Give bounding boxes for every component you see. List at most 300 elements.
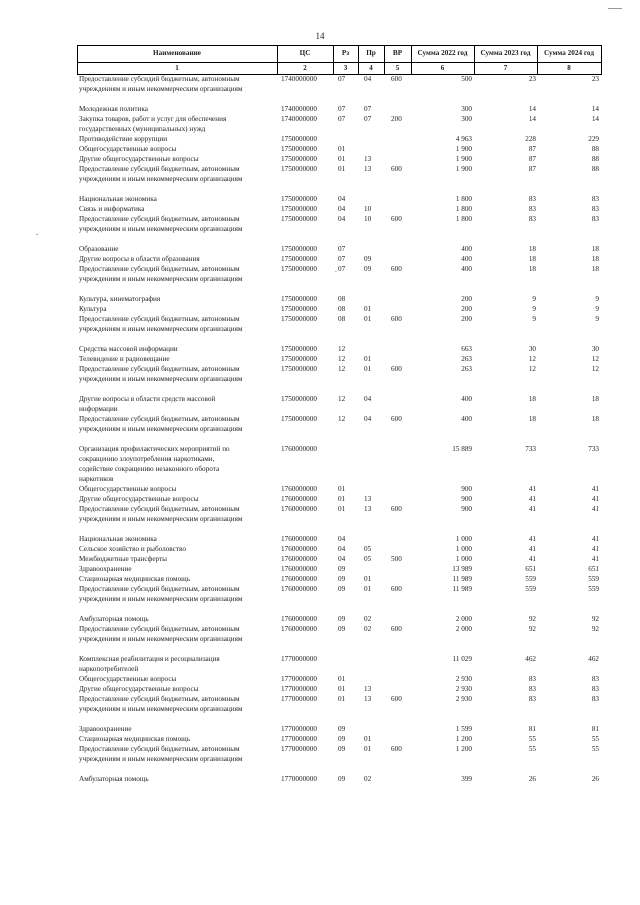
row-sum-2022: 400 (461, 245, 472, 253)
row-rz: 07 (338, 255, 346, 263)
header-vr: ВР (392, 49, 403, 57)
row-cs: 1770000000 (281, 725, 317, 733)
row-name: Здравоохранение (79, 725, 132, 733)
table-row (77, 405, 602, 415)
table-row (77, 375, 602, 385)
row-sum-2024: 92 (591, 615, 599, 623)
row-pr: 13 (364, 695, 372, 703)
stray-mark: - (36, 230, 39, 238)
row-rz: 01 (338, 685, 346, 693)
table-row (77, 215, 602, 225)
table-row (77, 605, 602, 615)
row-sum-2024: 88 (591, 155, 599, 163)
row-name: Закупка товаров, работ и услуг для обеспечения (79, 115, 227, 123)
row-vr: 600 (391, 365, 402, 373)
row-sum-2024: 462 (588, 655, 599, 663)
row-sum-2022: 400 (461, 395, 472, 403)
row-cs: 1750000000 (281, 395, 317, 403)
row-rz: 12 (338, 365, 346, 373)
header-cs: ЦС (299, 49, 311, 57)
row-cs: 1760000000 (281, 575, 317, 583)
table-row (77, 575, 602, 585)
row-pr: 07 (364, 105, 372, 113)
row-cs: 1770000000 (281, 735, 317, 743)
row-sum-2024: 41 (591, 545, 599, 553)
row-sum-2023: 87 (528, 165, 536, 173)
table-row (77, 675, 602, 685)
stray-mark: . (335, 266, 337, 274)
row-sum-2022: 2 000 (455, 625, 472, 633)
table-row (77, 385, 602, 395)
row-name: учреждениям и иным некоммерческим организациям (79, 705, 243, 713)
header-sum-2022: Сумма 2022 год (417, 49, 468, 57)
table-row (77, 625, 602, 635)
row-cs: 1750000000 (281, 345, 317, 353)
row-sum-2022: 263 (461, 355, 472, 363)
table-row (77, 495, 602, 505)
row-sum-2022: 13 989 (452, 565, 472, 573)
row-sum-2022: 1 900 (455, 155, 472, 163)
row-sum-2023: 14 (528, 105, 536, 113)
row-rz: 09 (338, 615, 346, 623)
row-sum-2024: 81 (591, 725, 599, 733)
row-name: наркотиков (79, 475, 114, 483)
row-sum-2024: 18 (591, 245, 599, 253)
row-vr: 600 (391, 625, 402, 633)
row-vr: 600 (391, 165, 402, 173)
row-sum-2024: 83 (591, 205, 599, 213)
row-rz: 09 (338, 735, 346, 743)
row-sum-2024: 92 (591, 625, 599, 633)
row-rz: 01 (338, 165, 346, 173)
row-pr: 01 (364, 365, 372, 373)
row-sum-2024: 83 (591, 675, 599, 683)
row-sum-2023: 83 (528, 215, 536, 223)
row-name: учреждениям и иным некоммерческим организациям (79, 325, 243, 333)
row-pr: 13 (364, 685, 372, 693)
row-rz: 08 (338, 305, 346, 313)
row-cs: 1750000000 (281, 195, 317, 203)
row-sum-2022: 263 (461, 365, 472, 373)
row-vr: 600 (391, 695, 402, 703)
table-row (77, 205, 602, 215)
row-name: Здравоохранение (79, 565, 132, 573)
row-sum-2022: 900 (461, 495, 472, 503)
row-pr: 02 (364, 625, 372, 633)
row-sum-2022: 900 (461, 485, 472, 493)
row-rz: 01 (338, 675, 346, 683)
row-vr: 500 (391, 555, 402, 563)
table-row (77, 665, 602, 675)
table-row (77, 295, 602, 305)
row-pr: 01 (364, 585, 372, 593)
row-vr: 600 (391, 215, 402, 223)
table-row (77, 565, 602, 575)
row-name: учреждениям и иным некоммерческим организациям (79, 225, 243, 233)
table-row (77, 155, 602, 165)
row-sum-2023: 41 (528, 555, 536, 563)
row-sum-2022: 1 200 (455, 735, 472, 743)
row-name: Предоставление субсидий бюджетным, автономным (79, 365, 240, 373)
row-sum-2022: 200 (461, 295, 472, 303)
row-rz: 09 (338, 575, 346, 583)
row-name: Предоставление субсидий бюджетным, автономным (79, 585, 240, 593)
row-sum-2022: 2 930 (455, 695, 472, 703)
row-cs: 1760000000 (281, 545, 317, 553)
row-sum-2022: 1 599 (455, 725, 472, 733)
row-cs: 1760000000 (281, 565, 317, 573)
row-sum-2023: 733 (525, 445, 536, 453)
row-name: Национальная экономика (79, 535, 157, 543)
table-row (77, 425, 602, 435)
row-rz: 04 (338, 195, 346, 203)
row-vr: 600 (391, 315, 402, 323)
row-sum-2024: 733 (588, 445, 599, 453)
row-sum-2022: 2 000 (455, 615, 472, 623)
column-number: 1 (175, 64, 179, 72)
row-name: Предоставление субсидий бюджетным, автономным (79, 625, 240, 633)
row-name: учреждениям и иным некоммерческим организациям (79, 425, 243, 433)
row-name: Стационарная медицинская помощь (79, 575, 190, 583)
row-sum-2023: 83 (528, 685, 536, 693)
row-cs: 1750000000 (281, 355, 317, 363)
row-sum-2024: 41 (591, 485, 599, 493)
table-row (77, 725, 602, 735)
table-row (77, 515, 602, 525)
row-name: Средства массовой информации (79, 345, 178, 353)
table-row (77, 175, 602, 185)
row-sum-2023: 9 (532, 295, 536, 303)
table-row (77, 765, 602, 775)
row-rz: 01 (338, 155, 346, 163)
header-rz: Рз (341, 49, 350, 57)
table-row (77, 345, 602, 355)
table-row (77, 185, 602, 195)
row-rz: 07 (338, 265, 346, 273)
row-sum-2022: 1 900 (455, 145, 472, 153)
row-sum-2023: 55 (528, 735, 536, 743)
row-vr: 600 (391, 585, 402, 593)
table-row (77, 735, 602, 745)
row-sum-2023: 87 (528, 145, 536, 153)
row-pr: 13 (364, 505, 372, 513)
row-pr: 13 (364, 155, 372, 163)
row-sum-2023: 12 (528, 365, 536, 373)
row-name: сокращению злоупотребления наркотиками, (79, 455, 215, 463)
row-name: учреждениям и иным некоммерческим организациям (79, 175, 243, 183)
table-row (77, 275, 602, 285)
column-number: 7 (503, 64, 508, 72)
row-name: учреждениям и иным некоммерческим организациям (79, 275, 243, 283)
row-sum-2023: 92 (528, 625, 536, 633)
row-cs: 1750000000 (281, 305, 317, 313)
row-sum-2022: 1 900 (455, 165, 472, 173)
row-sum-2023: 92 (528, 615, 536, 623)
row-cs: 1760000000 (281, 615, 317, 623)
row-sum-2022: 1 800 (455, 215, 472, 223)
row-sum-2023: 18 (528, 415, 536, 423)
row-cs: 1760000000 (281, 585, 317, 593)
row-name: Молодежная политика (79, 105, 148, 113)
table-row (77, 135, 602, 145)
row-vr: 200 (391, 115, 402, 123)
row-sum-2024: 9 (595, 305, 599, 313)
table-row (77, 235, 602, 245)
table-row (77, 365, 602, 375)
row-sum-2023: 83 (528, 675, 536, 683)
row-name: Другие общегосударственные вопросы (79, 495, 199, 503)
row-cs: 1750000000 (281, 165, 317, 173)
row-sum-2023: 462 (525, 655, 536, 663)
row-rz: 12 (338, 345, 346, 353)
row-pr: 01 (364, 355, 372, 363)
row-vr: 600 (391, 415, 402, 423)
corner-mark (608, 8, 622, 9)
row-sum-2024: 23 (591, 75, 599, 83)
row-rz: 01 (338, 695, 346, 703)
row-cs: 1750000000 (281, 135, 317, 143)
row-sum-2024: 14 (591, 115, 599, 123)
row-pr: 04 (364, 395, 372, 403)
row-sum-2023: 559 (525, 585, 536, 593)
row-sum-2023: 41 (528, 495, 536, 503)
row-name: Межбюджетные трансферты (79, 555, 167, 563)
row-sum-2024: 18 (591, 265, 599, 273)
header-pr: Пр (366, 49, 376, 57)
row-sum-2022: 400 (461, 415, 472, 423)
row-sum-2023: 41 (528, 485, 536, 493)
row-sum-2023: 41 (528, 535, 536, 543)
table-row (77, 415, 602, 425)
table-row (77, 545, 602, 555)
row-rz: 12 (338, 355, 346, 363)
row-rz: 09 (338, 565, 346, 573)
row-sum-2022: 200 (461, 315, 472, 323)
row-pr: 04 (364, 75, 372, 83)
row-name: Предоставление субсидий бюджетным, автономным (79, 315, 240, 323)
row-cs: 1770000000 (281, 675, 317, 683)
row-name: Амбулаторная помощь (79, 615, 149, 623)
row-sum-2022: 11 989 (452, 575, 472, 583)
page-number: 14 (315, 31, 325, 41)
table-row (77, 595, 602, 605)
row-sum-2022: 400 (461, 265, 472, 273)
table-row (77, 85, 602, 95)
row-sum-2024: 229 (588, 135, 599, 143)
row-name: Другие общегосударственные вопросы (79, 155, 199, 163)
row-pr: 10 (364, 215, 372, 223)
row-name: Предоставление субсидий бюджетным, автономным (79, 265, 240, 273)
row-sum-2022: 2 930 (455, 685, 472, 693)
row-name: Предоставление субсидий бюджетным, автономным (79, 415, 240, 423)
row-name: Комплексная реабилитация и ресоциализация (79, 655, 220, 663)
row-cs: 1760000000 (281, 495, 317, 503)
row-sum-2023: 87 (528, 155, 536, 163)
row-sum-2024: 41 (591, 505, 599, 513)
row-vr: 600 (391, 745, 402, 753)
row-pr: 13 (364, 165, 372, 173)
row-sum-2024: 55 (591, 735, 599, 743)
table-row (77, 455, 602, 465)
row-vr: 600 (391, 75, 402, 83)
row-name: Образование (79, 245, 119, 253)
row-sum-2022: 1 000 (455, 535, 472, 543)
row-name: Другие общегосударственные вопросы (79, 685, 199, 693)
row-sum-2022: 11 029 (452, 655, 472, 663)
row-pr: 09 (364, 255, 372, 263)
row-rz: 01 (338, 505, 346, 513)
row-pr: 01 (364, 315, 372, 323)
row-rz: 09 (338, 745, 346, 753)
row-sum-2024: 18 (591, 395, 599, 403)
row-cs: 1770000000 (281, 745, 317, 753)
row-sum-2022: 2 930 (455, 675, 472, 683)
budget-table (77, 45, 602, 785)
column-number: 6 (440, 64, 445, 72)
row-sum-2024: 12 (591, 365, 599, 373)
row-rz: 07 (338, 75, 346, 83)
row-cs: 1750000000 (281, 245, 317, 253)
row-sum-2023: 55 (528, 745, 536, 753)
row-rz: 12 (338, 395, 346, 403)
row-sum-2024: 9 (595, 315, 599, 323)
row-sum-2022: 399 (461, 775, 472, 783)
table-row (77, 285, 602, 295)
row-sum-2024: 18 (591, 255, 599, 263)
row-sum-2023: 41 (528, 545, 536, 553)
row-cs: 1770000000 (281, 695, 317, 703)
row-rz: 09 (338, 625, 346, 633)
table-row (77, 335, 602, 345)
row-sum-2022: 1 800 (455, 205, 472, 213)
table-row (77, 705, 602, 715)
row-sum-2023: 228 (525, 135, 536, 143)
row-sum-2024: 26 (591, 775, 599, 783)
table-row (77, 555, 602, 565)
table-row (77, 695, 602, 705)
row-sum-2022: 1 200 (455, 745, 472, 753)
row-sum-2023: 83 (528, 695, 536, 703)
row-name: Предоставление субсидий бюджетным, автономным (79, 165, 240, 173)
row-rz: 09 (338, 585, 346, 593)
table-row (77, 125, 602, 135)
row-pr: 13 (364, 495, 372, 503)
table-row (77, 165, 602, 175)
row-rz: 09 (338, 725, 346, 733)
row-pr: 09 (364, 265, 372, 273)
row-name: Предоставление субсидий бюджетным, автономным (79, 505, 240, 513)
row-pr: 04 (364, 415, 372, 423)
row-cs: 1750000000 (281, 215, 317, 223)
row-sum-2023: 18 (528, 395, 536, 403)
table-body (77, 75, 602, 785)
table-row (77, 655, 602, 665)
row-sum-2022: 1 800 (455, 195, 472, 203)
table-row (77, 265, 602, 275)
row-sum-2024: 18 (591, 415, 599, 423)
row-sum-2022: 1 000 (455, 545, 472, 553)
row-cs: 1750000000 (281, 315, 317, 323)
row-name: Сельское хозяйство и рыболовство (79, 545, 186, 553)
row-name: Предоставление субсидий бюджетным, автономным (79, 75, 240, 83)
row-cs: 1750000000 (281, 205, 317, 213)
row-sum-2024: 88 (591, 145, 599, 153)
row-cs: 1750000000 (281, 145, 317, 153)
table-row (77, 525, 602, 535)
row-name: наркопотребителей (79, 665, 139, 673)
row-pr: 01 (364, 305, 372, 313)
row-sum-2022: 900 (461, 505, 472, 513)
row-sum-2022: 200 (461, 305, 472, 313)
table-row (77, 225, 602, 235)
row-pr: 10 (364, 205, 372, 213)
row-sum-2024: 30 (591, 345, 599, 353)
row-cs: 1760000000 (281, 445, 317, 453)
row-sum-2022: 300 (461, 115, 472, 123)
table-row (77, 745, 602, 755)
row-name: Культура (79, 305, 107, 313)
row-rz: 01 (338, 145, 346, 153)
row-sum-2023: 81 (528, 725, 536, 733)
row-sum-2024: 83 (591, 695, 599, 703)
row-name: Предоставление субсидий бюджетным, автономным (79, 215, 240, 223)
row-name: Общегосударственные вопросы (79, 485, 177, 493)
row-sum-2024: 55 (591, 745, 599, 753)
table-row (77, 115, 602, 125)
table-row (77, 305, 602, 315)
table-header (77, 45, 602, 63)
row-name: Общегосударственные вопросы (79, 145, 177, 153)
row-sum-2024: 14 (591, 105, 599, 113)
row-name: Другие вопросы в области средств массовой (79, 395, 216, 403)
row-sum-2024: 9 (595, 295, 599, 303)
row-sum-2023: 9 (532, 305, 536, 313)
row-sum-2022: 4 963 (455, 135, 472, 143)
row-sum-2023: 14 (528, 115, 536, 123)
row-sum-2023: 41 (528, 505, 536, 513)
table-row (77, 485, 602, 495)
row-name: Культура, кинематография (79, 295, 161, 303)
row-cs: 1750000000 (281, 365, 317, 373)
table-row (77, 255, 602, 265)
table-row (77, 475, 602, 485)
row-sum-2022: 500 (461, 75, 472, 83)
column-number: 3 (343, 64, 348, 72)
row-sum-2022: 11 989 (452, 585, 472, 593)
row-name: учреждениям и иным некоммерческим организациям (79, 515, 243, 523)
row-pr: 05 (364, 555, 372, 563)
row-sum-2024: 88 (591, 165, 599, 173)
row-sum-2024: 41 (591, 495, 599, 503)
row-name: учреждениям и иным некоммерческим организациям (79, 595, 243, 603)
row-name: Противодействие коррупции (79, 135, 168, 143)
row-sum-2024: 559 (588, 585, 599, 593)
table-row (77, 435, 602, 445)
table-row (77, 245, 602, 255)
row-cs: 1770000000 (281, 775, 317, 783)
row-name: содействие сокращению незаконного оборота (79, 465, 220, 473)
row-cs: 1760000000 (281, 555, 317, 563)
table-row (77, 465, 602, 475)
row-name: учреждениям и иным некоммерческим организациям (79, 755, 243, 763)
row-sum-2024: 83 (591, 215, 599, 223)
table-row (77, 355, 602, 365)
row-pr: 01 (364, 735, 372, 743)
row-sum-2024: 651 (588, 565, 599, 573)
row-pr: 02 (364, 775, 372, 783)
row-rz: 01 (338, 495, 346, 503)
row-cs: 1760000000 (281, 505, 317, 513)
